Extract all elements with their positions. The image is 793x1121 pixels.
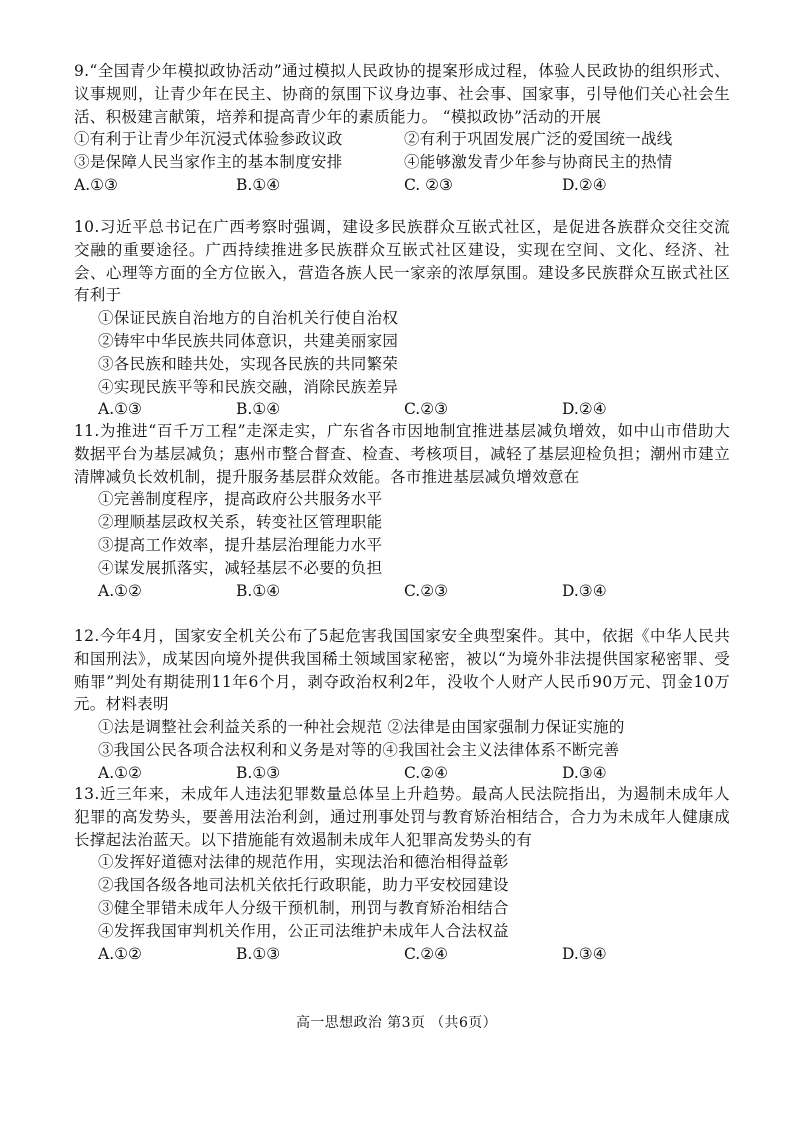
choice-b: B.①④ [236, 175, 281, 194]
choice-d: D.②④ [562, 175, 607, 194]
answer-choices [74, 580, 730, 603]
choice-b: B.①④ [236, 400, 281, 419]
choice-d: D.③④ [562, 944, 607, 963]
options-row [74, 128, 730, 151]
option-2: ②理顺基层政权关系，转变社区管理职能 [98, 513, 383, 532]
option-3: ③健全罪错未成年人分级干预机制，刑罚与教育矫治相结合 [98, 898, 509, 917]
options-line-2: ③我国公民各项合法权利和义务是对等的④我国社会主义法律体系不断完善 [98, 740, 620, 759]
choice-a: A.①② [98, 581, 142, 600]
page-footer: 高一思想政治 第3页 （共6页） [295, 1015, 498, 1031]
option-3: ③提高工作效率，提升基层治理能力水平 [98, 535, 383, 554]
choice-c: C. ②③ [404, 175, 453, 194]
option-1: ①发挥好道德对法律的规范作用，实现法治和德治相得益彰 [98, 853, 509, 872]
choice-d: D.③④ [562, 581, 607, 600]
question-13 [74, 783, 730, 965]
question-10 [74, 216, 730, 421]
option-1: ①保证民族自治地方的自治机关行使自治权 [98, 309, 399, 328]
answer-choices [74, 762, 730, 785]
question-stem: 13.近三年来，未成年人违法犯罪数量总体呈上升趋势。最高人民法院指出，为遏制未成年人犯罪的高发势头，要善用法治利剑，通过刑事处罚与教育矫治相结合，合力为未成年人健康成长撑起法治蓝天。以下措施能有效遏制未成年人犯罪高发势头的有 [74, 785, 730, 849]
question-11 [74, 420, 730, 602]
choice-a: A.①③ [98, 400, 142, 419]
choice-d: D.③④ [562, 763, 607, 782]
choice-b: B.①④ [236, 581, 281, 600]
option-4: ④实现民族平等和民族交融，消除民族差异 [98, 377, 399, 396]
option-3: ③是保障人民当家作主的基本制度安排 [74, 153, 343, 172]
option-2: ②有利于巩固发展广泛的爱国统一战线 [404, 130, 673, 149]
choice-a: A.①③ [74, 175, 118, 194]
question-stem: 11.为推进“百千万工程”走深走实，广东省各市因地制宜推进基层减负增效，如中山市借助大数据平台为基层减负；惠州市整合督查、检查、考核项目，减轻了基层迎检负担；潮州市建立清牌减负长效机制，提升服务基层群众效能。各市推进基层减负增效意在 [74, 422, 730, 486]
answer-choices [74, 174, 730, 197]
question-stem: 9.“全国青少年模拟政协活动”通过模拟人民政协的提案形成过程，体验人民政协的组织形式、议事规则，让青少年在民主、协商的氛围下议身边事、社会事、国家事，引导他们关心社会生活、积极建言献策，培养和提高青少年的素质能力。 “模拟政协”活动的开展 [74, 62, 730, 126]
option-3: ③各民族和睦共处，实现各民族的共同繁荣 [98, 354, 399, 373]
options-line-1: ①法是调整社会利益关系的一种社会规范 ②法律是由国家强制力保证实施的 [98, 718, 625, 737]
question-12 [74, 625, 730, 785]
option-2: ②铸牢中华民族共同体意识，共建美丽家园 [98, 331, 399, 350]
choice-c: C.②④ [404, 944, 449, 963]
option-2: ②我国各级各地司法机关依托行政职能，助力平安校园建设 [98, 876, 509, 895]
choice-d: D.②④ [562, 400, 607, 419]
choice-a: A.①② [98, 944, 142, 963]
options-row [74, 151, 730, 174]
question-stem: 12.今年4月，国家安全机关公布了5起危害我国国家安全典型案件。其中，依据《中华人民共和国刑法》，成某因向境外提供我国稀土领域国家秘密，被以“为境外非法提供国家秘密罪、受贿罪”判处有期徒刑11年6个月，剥夺政治权利2年，没收个人财产人民币90万元、罚金10万元。材料表明 [74, 627, 730, 714]
option-4: ④发挥我国审判机关作用，公正司法维护未成年人合法权益 [98, 921, 509, 940]
question-9 [74, 60, 730, 197]
option-4: ④能够激发青少年参与协商民主的热情 [404, 153, 673, 172]
choice-b: B.①③ [236, 944, 281, 963]
choice-a: A.①② [98, 763, 142, 782]
question-stem: 10.习近平总书记在广西考察时强调，建设多民族群众互嵌式社区，是促进各族群众交往交流交融的重要途径。广西持续推进多民族群众互嵌式社区建设，实现在空间、文化、经济、社会、心理等方面的全方位嵌入，营造各族人民一家亲的浓厚氛围。建设多民族群众互嵌式社区有利于 [74, 218, 730, 305]
answer-choices [74, 398, 730, 421]
option-4: ④谋发展抓落实，减轻基层不必要的负担 [98, 558, 383, 577]
choice-c: C.②③ [404, 581, 449, 600]
choice-c: C.②③ [404, 400, 449, 419]
choice-c: C.②④ [404, 763, 449, 782]
option-1: ①有利于让青少年沉浸式体验参政议政 [74, 130, 343, 149]
option-1: ①完善制度程序，提高政府公共服务水平 [98, 490, 383, 509]
answer-choices [74, 943, 730, 966]
choice-b: B.①③ [236, 763, 281, 782]
